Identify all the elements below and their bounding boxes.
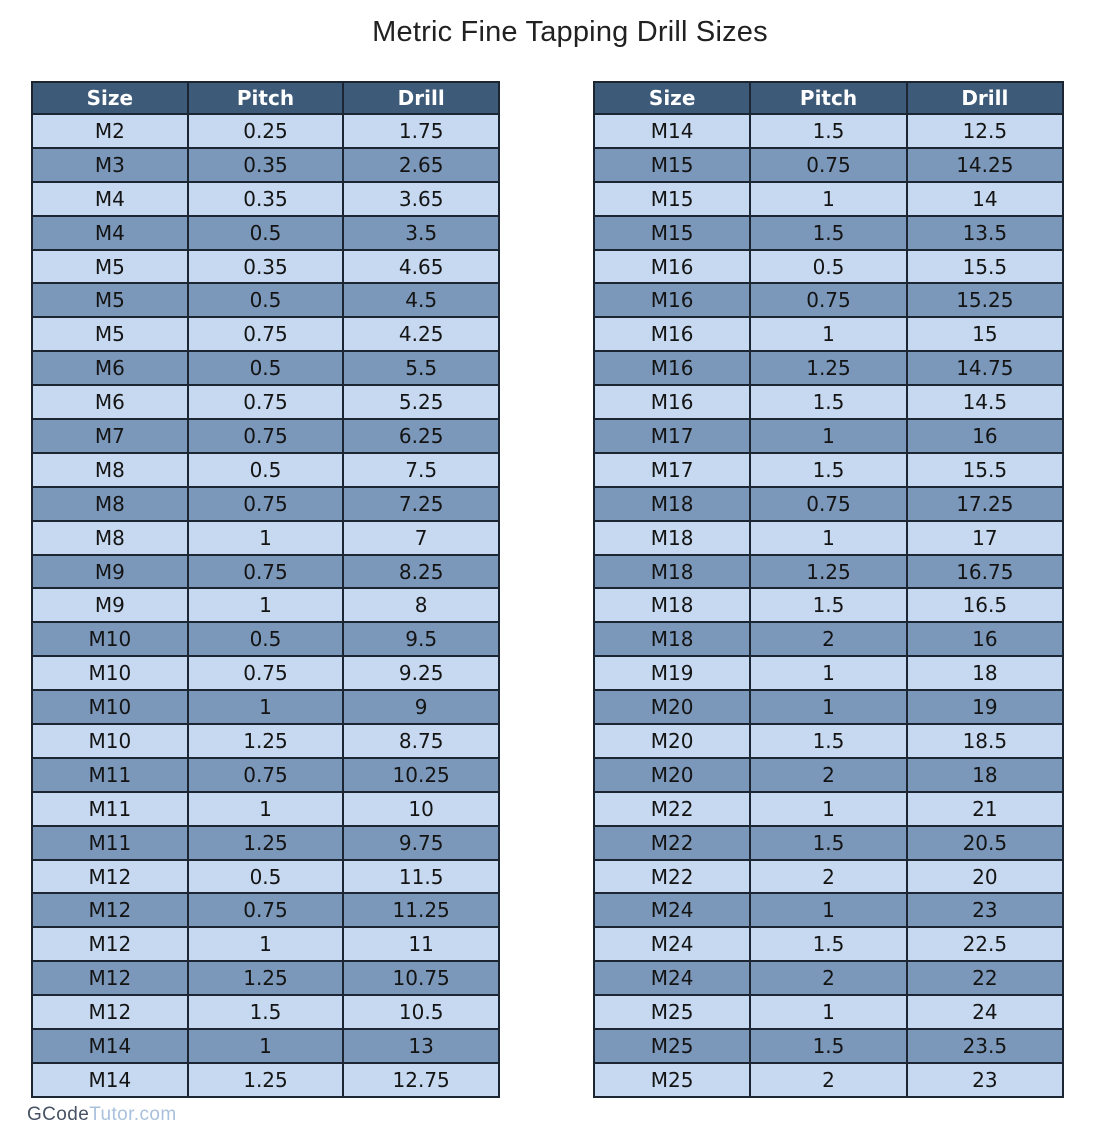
table-cell: 8 [343,588,499,622]
table-cell: 1 [750,656,906,690]
table-row [594,148,1063,182]
table-cell: M16 [594,317,750,351]
page-title: Metric Fine Tapping Drill Sizes [372,16,768,48]
table-cell: M2 [32,114,188,148]
table-cell: 0.75 [188,758,344,792]
table-row [594,995,1063,1029]
table-cell: 16 [907,622,1063,656]
table-cell: 1 [750,893,906,927]
table-cell: 1.25 [188,724,344,758]
table-cell: M10 [32,622,188,656]
table-cell: 11 [343,927,499,961]
table-cell: M14 [32,1063,188,1097]
table-row [32,927,499,961]
table-cell: M15 [594,182,750,216]
table-cell: M3 [32,148,188,182]
table-cell: M22 [594,860,750,894]
table-cell: 15.5 [907,453,1063,487]
table-cell: 0.5 [188,351,344,385]
table-row [32,182,499,216]
table-cell: M24 [594,961,750,995]
table-row [594,555,1063,589]
table-cell: M19 [594,656,750,690]
table-row [594,283,1063,317]
table-cell: 1 [750,419,906,453]
table-cell: M8 [32,487,188,521]
table-cell: M10 [32,690,188,724]
table-row [32,1063,499,1097]
table-cell: 14 [907,182,1063,216]
table-cell: 1 [750,317,906,351]
table-cell: M4 [32,216,188,250]
table-cell: M25 [594,1029,750,1063]
table-cell: M8 [32,521,188,555]
table-cell: M4 [32,182,188,216]
table-cell: 7.25 [343,487,499,521]
table-cell: M12 [32,995,188,1029]
table-cell: 1.25 [750,555,906,589]
table-cell: 15 [907,317,1063,351]
table-cell: 2 [750,758,906,792]
table-row [594,351,1063,385]
table-body-left [32,114,499,1097]
table-cell: 0.35 [188,148,344,182]
table-cell: 1 [750,792,906,826]
table-cell: 1 [188,521,344,555]
table-cell: 0.75 [188,385,344,419]
table-row [32,961,499,995]
table-row [32,1029,499,1063]
table-cell: M20 [594,724,750,758]
watermark-brand: GCode [27,1104,90,1125]
table-row [594,114,1063,148]
table-cell: 4.25 [343,317,499,351]
table-row [32,453,499,487]
table-cell: 1.75 [343,114,499,148]
table-cell: 0.75 [188,419,344,453]
table-cell: 10 [343,792,499,826]
table-cell: 10.25 [343,758,499,792]
table-cell: 15.5 [907,250,1063,284]
table-body-right [594,114,1063,1097]
table-cell: 23.5 [907,1029,1063,1063]
table-cell: M11 [32,792,188,826]
table-cell: 16.75 [907,555,1063,589]
table-cell: 1.25 [188,826,344,860]
table-cell: M5 [32,317,188,351]
drill-table-right [593,81,1064,1098]
table-row [32,114,499,148]
table-cell: 20.5 [907,826,1063,860]
table-cell: 1.5 [750,453,906,487]
watermark-domain: Tutor.com [89,1104,177,1125]
table-cell: 0.75 [188,317,344,351]
table-row [594,724,1063,758]
table-cell: 0.5 [188,453,344,487]
table-cell: 13.5 [907,216,1063,250]
table-cell: 1.25 [750,351,906,385]
table-row [594,1029,1063,1063]
table-cell: 0.35 [188,182,344,216]
table-cell: M22 [594,826,750,860]
table-cell: M18 [594,555,750,589]
table-row [32,995,499,1029]
table-cell: 1.5 [750,385,906,419]
table-row [594,521,1063,555]
table-cell: M25 [594,1063,750,1097]
table-cell: 24 [907,995,1063,1029]
table-cell: M12 [32,927,188,961]
table-cell: 5.25 [343,385,499,419]
table-row [594,453,1063,487]
table-cell: 0.75 [750,148,906,182]
table-cell: 1 [188,588,344,622]
table-row [32,758,499,792]
table-row [32,216,499,250]
table-cell: 1 [188,690,344,724]
table-cell: 13 [343,1029,499,1063]
table-row [32,283,499,317]
table-cell: M16 [594,283,750,317]
table-row [594,893,1063,927]
table-cell: 2.65 [343,148,499,182]
table-row [32,690,499,724]
header-row [594,82,1063,114]
table-cell: M18 [594,487,750,521]
table-row [594,656,1063,690]
table-cell: 22 [907,961,1063,995]
table-cell: M25 [594,995,750,1029]
table-cell: M15 [594,216,750,250]
table-row [594,216,1063,250]
table-row [594,826,1063,860]
column-header-pitch: Pitch [750,82,906,114]
table-cell: 0.25 [188,114,344,148]
table-cell: M8 [32,453,188,487]
table-cell: 1 [188,927,344,961]
table-cell: 3.5 [343,216,499,250]
table-cell: M24 [594,927,750,961]
table-row [594,250,1063,284]
table-row [594,927,1063,961]
table-cell: 7.5 [343,453,499,487]
table-row [32,656,499,690]
table-cell: 0.5 [188,622,344,656]
table-cell: 12.75 [343,1063,499,1097]
table-row [594,487,1063,521]
table-cell: 14.25 [907,148,1063,182]
table-cell: 9 [343,690,499,724]
table-cell: 3.65 [343,182,499,216]
table-cell: 5.5 [343,351,499,385]
table-cell: 1 [750,182,906,216]
table-cell: 0.75 [188,487,344,521]
table-cell: 17.25 [907,487,1063,521]
table-cell: 19 [907,690,1063,724]
table-cell: 18 [907,758,1063,792]
table-cell: M12 [32,860,188,894]
table-row [594,419,1063,453]
table-cell: 23 [907,1063,1063,1097]
table-row [594,961,1063,995]
table-cell: M14 [32,1029,188,1063]
table-cell: 1 [750,995,906,1029]
table-cell: M9 [32,555,188,589]
table-cell: 2 [750,1063,906,1097]
table-cell: 2 [750,961,906,995]
table-cell: M6 [32,351,188,385]
column-header-size: Size [32,82,188,114]
table-cell: 11.25 [343,893,499,927]
table-cell: M9 [32,588,188,622]
table-cell: M5 [32,283,188,317]
table-cell: 8.25 [343,555,499,589]
table-cell: 1.5 [750,1029,906,1063]
table-cell: 1 [750,690,906,724]
table-row [32,826,499,860]
table-row [594,1063,1063,1097]
table-cell: M10 [32,724,188,758]
table-cell: 16 [907,419,1063,453]
table-cell: 0.75 [750,487,906,521]
table-cell: M12 [32,961,188,995]
table-cell: 0.75 [188,656,344,690]
table-row [32,317,499,351]
table-row [32,351,499,385]
table-cell: M22 [594,792,750,826]
table-cell: 10.5 [343,995,499,1029]
table-cell: 1 [188,1029,344,1063]
table-row [594,385,1063,419]
table-row [594,317,1063,351]
table-row [594,690,1063,724]
table-cell: 20 [907,860,1063,894]
table-cell: M5 [32,250,188,284]
table-cell: 1.5 [750,927,906,961]
table-cell: 7 [343,521,499,555]
table-cell: M6 [32,385,188,419]
table-row [32,250,499,284]
table-cell: 22.5 [907,927,1063,961]
table-cell: M18 [594,521,750,555]
table-cell: 1.5 [750,826,906,860]
table-cell: M17 [594,453,750,487]
table-cell: 9.75 [343,826,499,860]
table-cell: 2 [750,622,906,656]
table-cell: 14.75 [907,351,1063,385]
table-cell: M11 [32,826,188,860]
table-row [594,758,1063,792]
table-cell: M14 [594,114,750,148]
table-cell: 9.25 [343,656,499,690]
table-cell: 0.75 [188,555,344,589]
table-cell: 9.5 [343,622,499,656]
table-cell: 0.5 [188,283,344,317]
table-cell: 10.75 [343,961,499,995]
table-cell: M11 [32,758,188,792]
header-row [32,82,499,114]
table-row [32,419,499,453]
watermark [27,1104,177,1126]
table-cell: 12.5 [907,114,1063,148]
table-cell: 18 [907,656,1063,690]
column-header-drill: Drill [343,82,499,114]
table-cell: M20 [594,758,750,792]
table-cell: 0.75 [188,893,344,927]
table-cell: 1.25 [188,1063,344,1097]
table-cell: M16 [594,351,750,385]
drill-table-left [31,81,500,1098]
table-cell: M12 [32,893,188,927]
table-row [594,588,1063,622]
table-cell: 18.5 [907,724,1063,758]
table-cell: 1.5 [750,216,906,250]
table-row [32,487,499,521]
table-cell: M18 [594,588,750,622]
table-row [594,792,1063,826]
table-cell: 0.5 [188,860,344,894]
column-header-drill: Drill [907,82,1063,114]
table-cell: M20 [594,690,750,724]
table-cell: 1.5 [750,114,906,148]
table-row [32,385,499,419]
table-cell: 4.65 [343,250,499,284]
table-row [32,622,499,656]
table-cell: 23 [907,893,1063,927]
table-cell: M15 [594,148,750,182]
table-cell: 0.35 [188,250,344,284]
table-row [594,622,1063,656]
table-cell: 0.5 [188,216,344,250]
table-cell: 0.75 [750,283,906,317]
table-row [32,555,499,589]
table-cell: 1 [750,521,906,555]
table-cell: 2 [750,860,906,894]
table-cell: 16.5 [907,588,1063,622]
table-cell: M10 [32,656,188,690]
table-cell: M7 [32,419,188,453]
table-cell: 15.25 [907,283,1063,317]
table-cell: M24 [594,893,750,927]
table-cell: 14.5 [907,385,1063,419]
table-row [32,893,499,927]
column-header-pitch: Pitch [188,82,344,114]
column-header-size: Size [594,82,750,114]
table-row [32,724,499,758]
table-cell: 1 [188,792,344,826]
table-row [594,182,1063,216]
table-cell: 11.5 [343,860,499,894]
table-row [594,860,1063,894]
table-cell: M17 [594,419,750,453]
table-row [32,792,499,826]
table-cell: 8.75 [343,724,499,758]
table-cell: M16 [594,250,750,284]
table-cell: 6.25 [343,419,499,453]
table-cell: 21 [907,792,1063,826]
table-row [32,148,499,182]
table-cell: 1.5 [188,995,344,1029]
table-cell: 1.25 [188,961,344,995]
table-cell: 4.5 [343,283,499,317]
table-cell: 1.5 [750,724,906,758]
table-cell: M16 [594,385,750,419]
table-cell: 0.5 [750,250,906,284]
table-row [32,521,499,555]
table-row [32,860,499,894]
table-row [32,588,499,622]
table-cell: 17 [907,521,1063,555]
table-cell: M18 [594,622,750,656]
table-cell: 1.5 [750,588,906,622]
